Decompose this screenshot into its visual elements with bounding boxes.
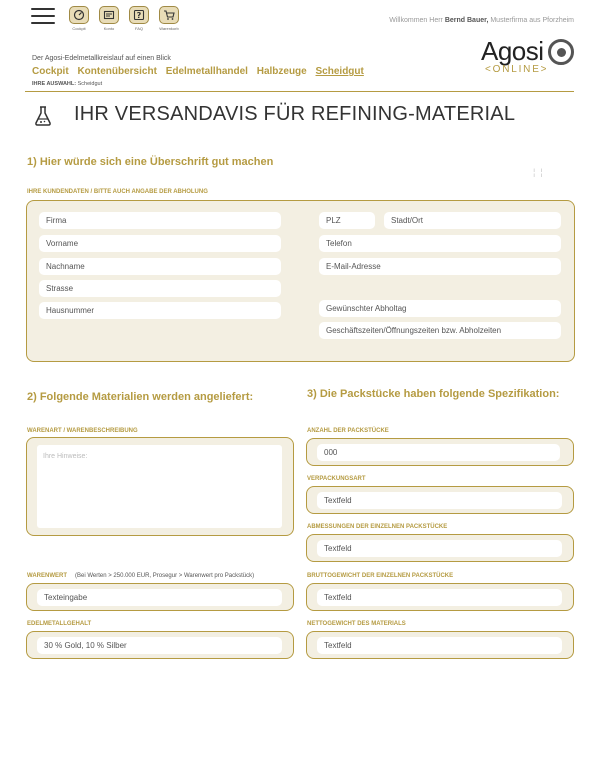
anzahl-input[interactable]: 000 bbox=[317, 444, 560, 461]
warenwert-input[interactable]: Texteingabe bbox=[37, 589, 282, 606]
drag-handle-icon[interactable]: ¦¦ bbox=[533, 167, 548, 177]
nav-item-halbzeuge[interactable]: Halbzeuge bbox=[256, 66, 307, 77]
main-nav bbox=[32, 66, 370, 77]
breadcrumb-label: IHRE AUSWAHL: bbox=[32, 81, 77, 87]
abmessungen-panel bbox=[306, 534, 574, 562]
verpackung-input[interactable]: Textfeld bbox=[317, 492, 562, 509]
plz-field[interactable]: PLZ bbox=[319, 212, 375, 229]
edelmetall-input[interactable]: 30 % Gold, 10 % Silber bbox=[37, 637, 282, 654]
edelmetall-panel bbox=[26, 631, 294, 659]
warenart-caption: WARENART / WARENBESCHREIBUNG bbox=[27, 428, 138, 434]
cockpit-label: Cockpit bbox=[72, 26, 86, 31]
abmessungen-input[interactable]: Textfeld bbox=[317, 540, 562, 557]
company-text: Musterfirma aus Pforzheim bbox=[488, 17, 574, 24]
warenwert-caption bbox=[27, 573, 254, 579]
anzahl-panel bbox=[306, 438, 574, 466]
header-divider bbox=[25, 91, 574, 92]
email-field[interactable]: E-Mail-Adresse bbox=[319, 258, 561, 275]
faq-label: FAQ bbox=[134, 26, 143, 31]
tagline: Der Agosi-Edelmetallkreislauf auf einen Blick bbox=[32, 55, 171, 62]
faq-button[interactable] bbox=[129, 6, 149, 31]
breadcrumb bbox=[32, 81, 102, 87]
stadt-field[interactable]: Stadt/Ort bbox=[384, 212, 561, 229]
page-title: IHR VERSANDAVIS FÜR REFINING-MATERIAL bbox=[74, 103, 516, 125]
warenwert-label: WARENWERT bbox=[27, 573, 67, 579]
warenkorb-label: Warenkorb bbox=[159, 26, 179, 31]
telefon-field[interactable]: Telefon bbox=[319, 235, 561, 252]
logo-word: Agosi bbox=[481, 36, 544, 66]
logo-ring-icon bbox=[548, 39, 574, 65]
agosi-logo[interactable] bbox=[481, 36, 576, 78]
nav-item-edelmetallhandel[interactable]: Edelmetallhandel bbox=[165, 66, 248, 77]
cart-icon bbox=[159, 6, 179, 24]
vorname-field[interactable]: Vorname bbox=[39, 235, 281, 252]
netto-panel bbox=[306, 631, 574, 659]
section1-title: 1) Hier würde sich eine Überschrift gut machen bbox=[27, 156, 274, 168]
strasse-field[interactable]: Strasse bbox=[39, 280, 281, 297]
nav-item-cockpit[interactable]: Cockpit bbox=[32, 66, 69, 77]
nav-item-kontenuebersicht[interactable]: Kontenübersicht bbox=[77, 66, 157, 77]
anzahl-caption: ANZAHL DER PACKSTÜCKE bbox=[307, 428, 389, 434]
cockpit-icon bbox=[69, 6, 89, 24]
flask-icon bbox=[34, 106, 52, 126]
section1-caption: IHRE KUNDENDATEN / BITTE AUCH ANGABE DER ABHOLUNG bbox=[27, 189, 208, 195]
abholtag-field[interactable]: Gewünschter Abholtag bbox=[319, 300, 561, 317]
netto-input[interactable]: Textfeld bbox=[317, 637, 562, 654]
menu-icon[interactable] bbox=[31, 8, 55, 26]
warenart-panel bbox=[26, 437, 294, 536]
warenkorb-button[interactable] bbox=[159, 6, 179, 31]
hinweise-textarea[interactable]: Ihre Hinweise: bbox=[37, 445, 282, 528]
verpackung-panel bbox=[306, 486, 574, 514]
edelmetall-caption: EDELMETALLGEHALT bbox=[27, 621, 92, 627]
nachname-field[interactable]: Nachname bbox=[39, 258, 281, 275]
brutto-input[interactable]: Textfeld bbox=[317, 589, 562, 606]
netto-caption: NETTOGEWICHT DES MATERIALS bbox=[307, 621, 406, 627]
section2-title: 2) Folgende Materialien werden angeliefert: bbox=[27, 391, 254, 403]
welcome-prefix: Willkommen Herr bbox=[389, 17, 445, 24]
cockpit-button[interactable] bbox=[69, 6, 89, 31]
section3-title: 3) Die Packstücke haben folgende Spezifikation: bbox=[307, 388, 560, 400]
breadcrumb-value: Scheidgut bbox=[77, 81, 103, 87]
welcome-text bbox=[389, 17, 574, 24]
brutto-panel bbox=[306, 583, 574, 611]
warenwert-panel bbox=[26, 583, 294, 611]
user-name: Bernd Bauer, bbox=[444, 17, 489, 24]
geschaeftszeiten-field[interactable]: Geschäftszeiten/Öffnungszeiten bzw. Abholzeiten bbox=[319, 322, 561, 339]
firma-field[interactable]: Firma bbox=[39, 212, 281, 229]
svg-text:?: ? bbox=[136, 11, 142, 20]
hausnummer-field[interactable]: Hausnummer bbox=[39, 302, 281, 319]
account-icon bbox=[99, 6, 119, 24]
brutto-caption: BRUTTOGEWICHT DER EINZELNEN PACKSTÜCKE bbox=[307, 573, 454, 579]
logo-online: <ONLINE> bbox=[485, 64, 549, 75]
question-icon bbox=[129, 6, 149, 24]
konto-button[interactable] bbox=[99, 6, 119, 31]
customer-data-panel bbox=[26, 200, 575, 362]
verpackung-caption: VERPACKUNGSART bbox=[307, 476, 366, 482]
konto-label: Konto bbox=[103, 26, 115, 31]
warenwert-note: (Bei Werten > 250.000 EUR, Prosegur > Warenwert pro Packstück) bbox=[75, 573, 255, 579]
abmessungen-caption: ABMESSUNGEN DER EINZELNEN PACKSTÜCKE bbox=[307, 524, 448, 530]
nav-item-scheidgut[interactable]: Scheidgut bbox=[315, 66, 364, 77]
